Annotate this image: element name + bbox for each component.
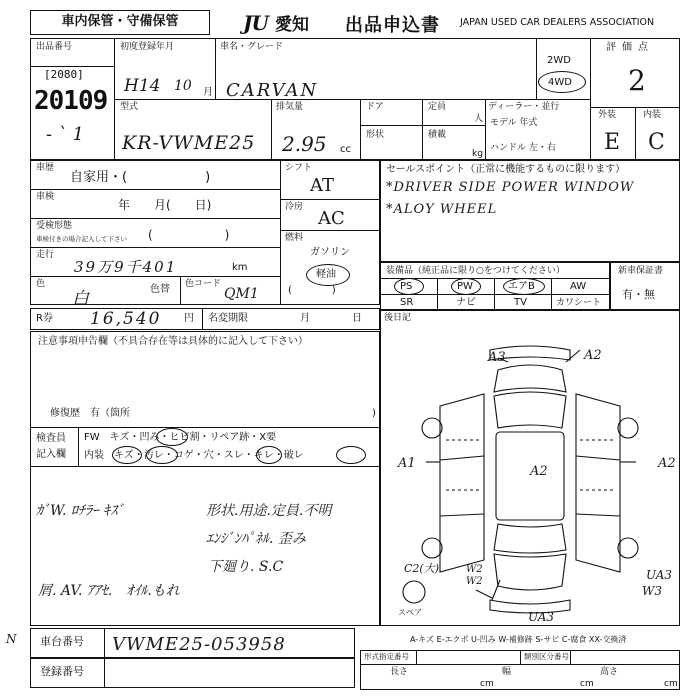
lot-number-label: 出品番号	[36, 42, 73, 52]
height-label: 高さ	[600, 667, 619, 677]
equip-tv: TV	[514, 297, 527, 308]
receipt-value: ( )	[148, 228, 230, 242]
r-ticket-frame	[30, 308, 380, 330]
repair-label: 修復歴 有（箇所	[50, 408, 130, 419]
grade-value: 2	[628, 64, 646, 97]
sales-point-label: セールスポイント（正常に機能するものに限ります）	[386, 164, 626, 175]
model-year-label: モデル 年式	[490, 118, 538, 128]
ac-label: 冷房	[285, 202, 304, 212]
width-unit: cm	[580, 679, 594, 689]
height-unit: cm	[664, 679, 678, 689]
note-line-5: 屑. AV. ｱｱｾ. ｵｲﾙ.もれ	[38, 583, 180, 599]
receipt-label: 受検形態	[36, 221, 73, 231]
shift-label: シフト	[285, 163, 313, 173]
inspection-value: 年 月( 日)	[118, 198, 212, 212]
note-line-1: ｶﾞW. ﾛﾁﾗｰ ｷｽﾞ	[36, 503, 125, 519]
receipt-sub: 車検付きの場合記入して下さい	[36, 235, 127, 243]
load-label: 積載	[428, 130, 447, 140]
fuel-paren: ( )	[288, 285, 336, 296]
spare-label: スペア	[398, 608, 422, 617]
title-change-month: 月	[300, 313, 310, 324]
handle-label: ハンドル 左・右	[490, 143, 556, 153]
drive-2wd: 2WD	[547, 55, 571, 66]
exterior-label: 外装	[598, 110, 617, 120]
association-name: JAPAN USED CAR DEALERS ASSOCIATION	[460, 17, 655, 28]
exterior-value: E	[604, 130, 621, 155]
mark-a2-front: A2	[584, 348, 602, 363]
chassis-value: VWME25-053958	[112, 634, 286, 655]
displacement-unit: cc	[340, 144, 351, 155]
mark-ua3-rear: UA3	[528, 610, 555, 624]
equip-pw: PW	[457, 281, 473, 292]
ju-logo	[243, 10, 309, 36]
spec-number-label: 形式指定番号	[364, 652, 409, 661]
mark-a3-front: A3	[488, 350, 506, 365]
owner-note-label: 後日記	[384, 313, 412, 323]
history-label: 車歴	[36, 163, 55, 173]
equipment-label: 装備品（純正品に限り○をつけてください）	[386, 266, 565, 276]
equip-seat: カワシート	[556, 298, 602, 308]
history-value: 自家用・( )	[70, 170, 211, 185]
equip-pw-circle	[451, 278, 481, 295]
equip-ps: PS	[400, 281, 413, 292]
equip-aw: AW	[570, 281, 587, 292]
fuel-gasoline: ガソリン	[310, 247, 350, 258]
drive-4wd: 4WD	[548, 77, 572, 88]
damage-legend: A-キズ E-エクボ U-凹み W-補修跡 S-サビ C-腐食 XX-交換済	[410, 635, 627, 644]
color-label: 色	[36, 279, 46, 289]
color-value: 白	[72, 289, 89, 309]
doors-label: ドア	[366, 102, 384, 112]
drive-4wd-circle	[538, 71, 586, 93]
color-code-label: 色コード	[185, 279, 222, 289]
first-registration-label: 初度登録年月	[120, 42, 175, 52]
class-number-label: 類別区分番号	[524, 652, 569, 661]
note-line-2: 形状.用途.定員.不明	[206, 503, 332, 519]
shift-value: AT	[310, 175, 335, 196]
lot-bracket: [2080]	[44, 68, 84, 81]
r-unit: 円	[184, 313, 194, 324]
record-label: 記入欄	[36, 449, 66, 460]
mileage-value: 39万9千401	[74, 258, 178, 276]
registration-label: 登録番号	[40, 665, 84, 678]
interior-row: 内装 キズ・汚レ・コゲ・穴・スレ・キレ・破レ	[84, 450, 304, 461]
capacity-label: 定員	[428, 102, 447, 112]
inspection-label: 車検	[36, 192, 55, 202]
warranty-value: 有・無	[622, 288, 655, 301]
capacity-unit: 人	[474, 114, 484, 124]
interior-circle-scratch	[112, 446, 142, 464]
equip-airbag: エアB	[508, 281, 535, 292]
chassis-label: 車台番号	[40, 635, 84, 648]
mark-w3-right: W3	[642, 584, 662, 598]
fw-row: FW キズ・凹み・ヒビ割・リペア跡・X要	[84, 432, 277, 443]
r-label: R券	[36, 313, 53, 324]
equip-ps-circle	[394, 278, 424, 295]
mileage-label: 走行	[36, 250, 55, 260]
length-label: 長さ	[390, 667, 409, 677]
note-line-3: ｴﾝｼﾞﾝﾊﾟﾈﾙ. 歪み	[206, 531, 306, 547]
first-registration-month: 10	[174, 78, 192, 94]
margin-mark: N	[6, 632, 17, 646]
repair-close: )	[372, 408, 376, 419]
mark-a2-right: A2	[658, 456, 676, 471]
dealer-label: ディーラー・並行	[488, 102, 560, 112]
month-unit: 月	[203, 87, 213, 98]
shape-label: 形状	[366, 130, 385, 140]
model-value: KR-VWME25	[122, 132, 256, 154]
fuel-label: 燃料	[285, 233, 304, 243]
ju-logo-text: 愛知	[275, 15, 309, 35]
warranty-label: 新車保証書	[618, 266, 664, 276]
mileage-unit: km	[232, 262, 248, 273]
equip-airbag-circle	[503, 278, 545, 295]
mark-a2-roof: A2	[530, 464, 548, 479]
ac-value: AC	[318, 208, 345, 229]
sales-point-line-1: *DRIVER SIDE POWER WINDOW	[386, 180, 635, 195]
interior-circle-wear	[256, 446, 282, 464]
interior-label: 内装	[643, 110, 662, 120]
title-change-day: 日	[352, 313, 362, 324]
equip-navi: ナビ	[456, 297, 476, 308]
sales-point-line-2: *ALOY WHEEL	[386, 202, 498, 217]
inspector-label: 検査員	[36, 433, 66, 444]
car-name-value: CARVAN	[226, 80, 319, 101]
mark-ua3-right: UA3	[646, 568, 673, 582]
ju-logo-mark: JU	[243, 11, 268, 35]
model-label: 型式	[120, 102, 139, 112]
color-code-value: QM1	[224, 286, 259, 302]
mark-c2-rear-left: C2(大)	[404, 562, 439, 575]
interior-circle-dirt	[146, 446, 178, 464]
car-name-label: 車名・グレード	[220, 42, 284, 52]
grade-label: 評価点	[606, 42, 654, 53]
interior-value: C	[648, 130, 665, 155]
storage-title: 車内保管・守備保管	[30, 10, 210, 35]
load-unit: kg	[472, 149, 483, 159]
length-unit: cm	[480, 679, 494, 689]
document-title: 出品申込書	[345, 15, 440, 36]
mark-w2-rear-1: W2	[466, 564, 483, 575]
equip-sr: SR	[400, 297, 414, 308]
r-value: 16,540	[90, 309, 162, 329]
note-line-4: 下廻り. S.C	[208, 559, 284, 575]
fw-circle-dent	[156, 428, 188, 446]
title-change-label: 名変期限	[208, 313, 248, 324]
lot-hand-note: - ` 1	[46, 124, 84, 145]
displacement-value: 2.95	[282, 132, 327, 156]
lot-number: 20109	[34, 86, 108, 116]
width-label: 幅	[502, 667, 512, 677]
displacement-label: 排気量	[276, 102, 304, 112]
mark-w2-rear-2: W2	[466, 576, 483, 587]
fuel-diesel-circle	[306, 264, 350, 286]
first-registration-year: H14	[124, 76, 161, 96]
interior-circle-tear	[336, 446, 366, 464]
notes-label: 注意事項申告欄（不具合存在等は具体的に記入して下さい）	[38, 336, 308, 347]
fuel-diesel: 軽油	[316, 269, 336, 280]
color-change-label: 色替	[150, 284, 170, 295]
mark-a1-left: A1	[398, 456, 416, 471]
